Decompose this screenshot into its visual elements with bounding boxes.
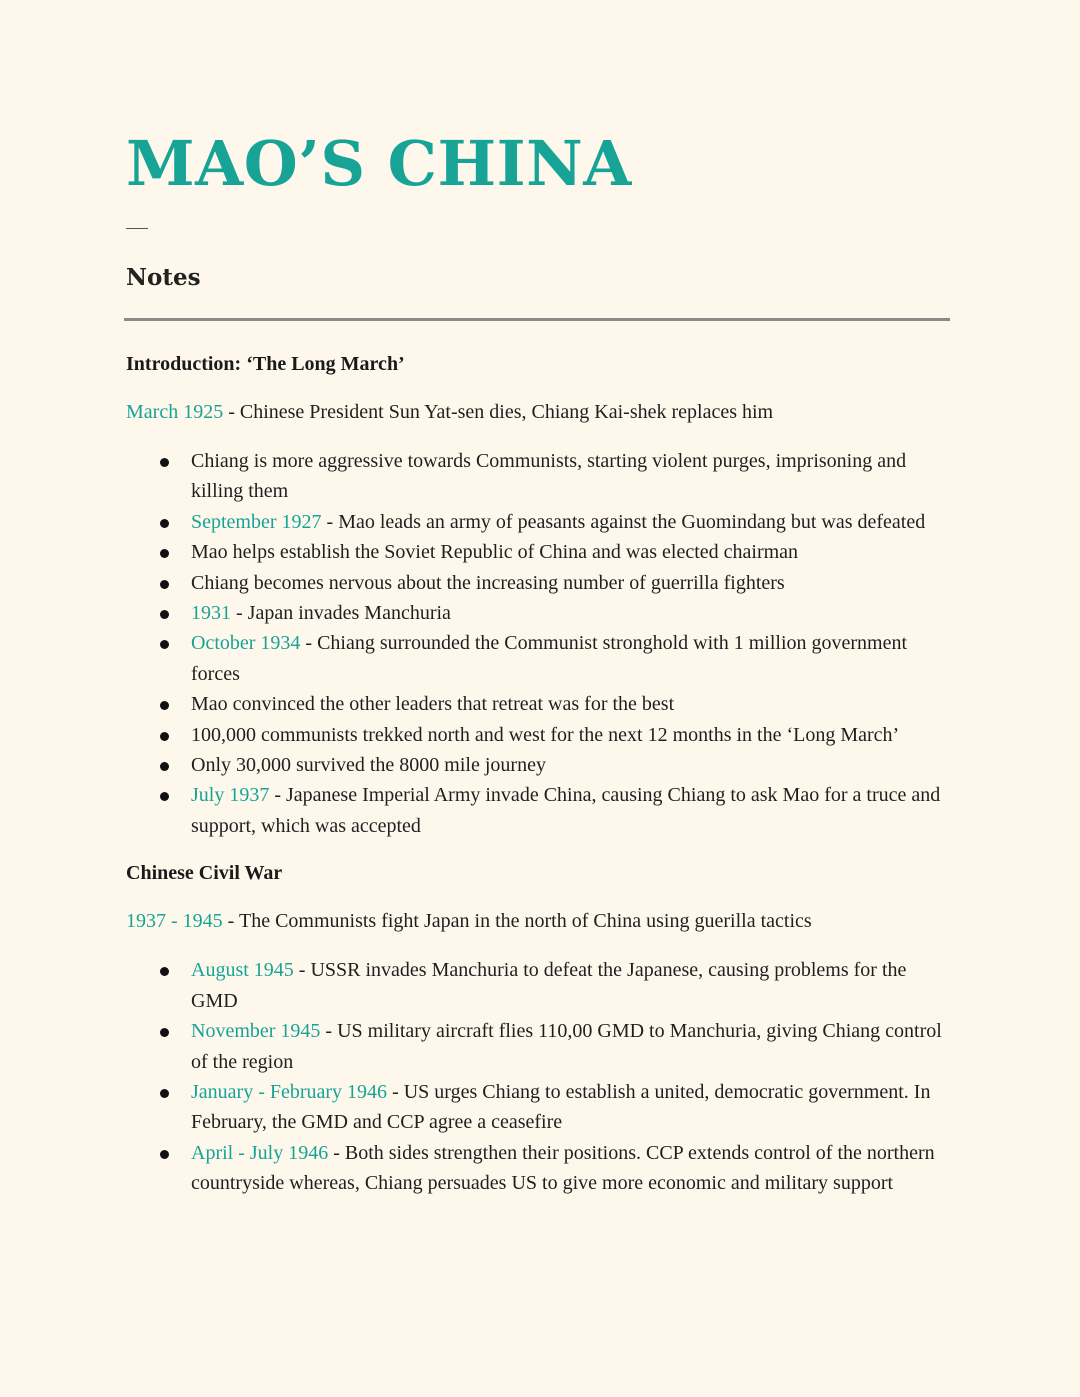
item-text: - Chiang surrounded the Communist stronghold with 1 million government forces [191, 632, 908, 685]
bullet-icon [160, 732, 169, 741]
item-text: - Mao leads an army of peasants against the Guomindang but was defeated [321, 510, 926, 533]
section-long-march [126, 350, 952, 841]
item-text: Chiang becomes nervous about the increasing number of guerrilla fighters [191, 571, 785, 594]
bullet-icon [160, 701, 169, 710]
list-item [126, 537, 952, 567]
lead-date: March 1925 [126, 401, 224, 423]
list-item [126, 446, 952, 507]
item-text: - US military aircraft flies 110,00 GMD to Manchuria, giving Chiang control of the region [191, 1020, 942, 1073]
item-text: 100,000 communists trekked north and west for the next 12 months in the ‘Long March’ [191, 723, 900, 746]
item-date: July 1937 [191, 784, 270, 807]
list-item [126, 720, 952, 750]
section-civil-war [126, 859, 952, 1198]
item-text: - Both sides strengthen their positions. CCP extends control of the northern countryside whereas, Chiang persuades US to give more economic and military support [191, 1141, 935, 1195]
item-date: 1931 [191, 602, 231, 625]
bullet-icon [160, 762, 169, 771]
bullet-icon [160, 458, 169, 467]
item-date: April - July 1946 [191, 1141, 329, 1164]
lead-date: 1937 - 1945 [126, 910, 223, 933]
list-item [126, 598, 952, 628]
bullet-list [126, 446, 952, 841]
item-text: - USSR invades Manchuria to defeat the Japanese, causing problems for the GMD [191, 959, 907, 1012]
bullet-icon [160, 580, 169, 589]
section-lead [126, 907, 952, 935]
bullet-icon [160, 549, 169, 558]
item-date: August 1945 [191, 959, 294, 982]
bullet-icon [160, 519, 169, 528]
item-date: January - February 1946 [191, 1080, 388, 1103]
item-text: Only 30,000 survived the 8000 mile journey [191, 754, 546, 777]
list-item [126, 1016, 952, 1077]
item-date: October 1934 [191, 632, 301, 655]
list-item [126, 1138, 952, 1199]
item-text: - Japan invades Manchuria [231, 602, 451, 625]
page-title: MAO’S CHINA [126, 127, 632, 200]
list-item [126, 955, 952, 1016]
item-date: September 1927 [191, 510, 322, 533]
horizontal-rule [124, 318, 950, 321]
bullet-icon [160, 640, 169, 649]
bullet-list [126, 955, 952, 1198]
bullet-icon [160, 610, 169, 619]
section-heading: Introduction: ‘The Long March’ [126, 353, 405, 375]
bullet-icon [160, 1150, 169, 1159]
title-dash-divider [126, 228, 148, 229]
list-item [126, 1077, 952, 1138]
list-item [126, 568, 952, 598]
item-text: - US urges Chiang to establish a united, democratic government. In February, the GMD and CCP agree a ceasefire [191, 1080, 931, 1134]
bullet-icon [160, 1028, 169, 1037]
bullet-icon [160, 1089, 169, 1098]
item-text: Mao convinced the other leaders that retreat was for the best [191, 693, 675, 716]
section-heading: Chinese Civil War [126, 862, 283, 885]
item-text: Mao helps establish the Soviet Republic of China and was elected chairman [191, 541, 799, 564]
item-date: November 1945 [191, 1020, 321, 1043]
lead-text: - The Communists fight Japan in the north of China using guerilla tactics [222, 910, 812, 933]
list-item [126, 780, 952, 841]
item-text: Chiang is more aggressive towards Communists, starting violent purges, imprisoning and killing them [191, 450, 907, 503]
item-text: - Japanese Imperial Army invade China, causing Chiang to ask Mao for a truce and support, which was accepted [191, 784, 941, 837]
page-subtitle: Notes [126, 264, 201, 291]
bullet-icon [160, 792, 169, 801]
list-item [126, 750, 952, 780]
notes-content [126, 350, 952, 1199]
list-item [126, 507, 952, 537]
bullet-icon [160, 967, 169, 976]
section-lead [126, 398, 952, 426]
list-item [126, 628, 952, 689]
list-item [126, 689, 952, 719]
lead-text: - Chinese President Sun Yat-sen dies, Chiang Kai-shek replaces him [223, 401, 774, 423]
